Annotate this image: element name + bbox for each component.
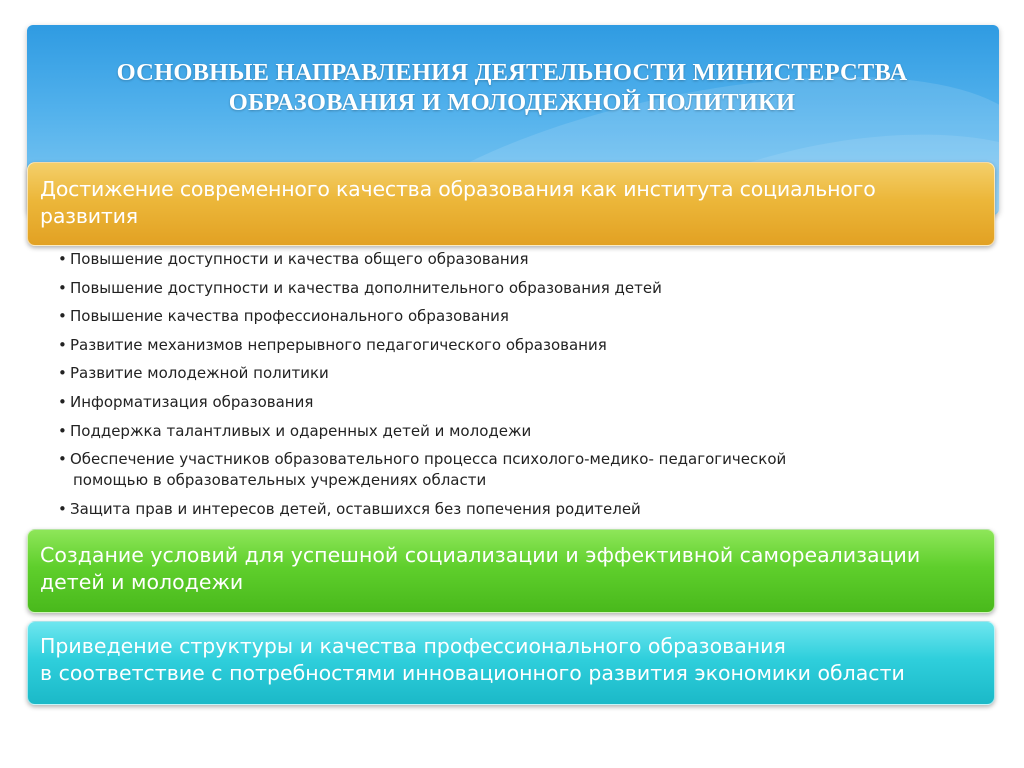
list-item (58, 421, 978, 442)
bullet-marker: • (58, 499, 67, 518)
list-item-text: Поддержка талантливых и одаренных детей и молодежи (70, 421, 532, 440)
section-band-line: развития (40, 204, 138, 228)
bullet-marker: • (58, 364, 67, 383)
list-item (58, 306, 978, 327)
bullet-marker: • (58, 250, 67, 268)
list-item-text: Защита прав и интересов детей, оставшихся без попечения родителей (70, 499, 641, 518)
slide-title-line: ОБРАЗОВАНИЯ И МОЛОДЕЖНОЙ ПОЛИТИКИ (228, 89, 796, 116)
slide-title-line: ОСНОВНЫЕ НАПРАВЛЕНИЯ ДЕЯТЕЛЬНОСТИ МИНИСТЕРСТВА (116, 59, 908, 86)
list-item (58, 392, 978, 413)
section-band-line: Приведение структуры и качества профессионального образования (40, 634, 786, 658)
list-item-text: Обеспечение участников образовательного процесса психолого-медико- педагогической (70, 450, 787, 469)
section-band-education-quality (27, 162, 995, 246)
list-item-text: Повышение доступности и качества общего образования (70, 250, 529, 268)
list-item-text: Повышение качества профессионального образования (70, 307, 509, 326)
bullet-marker: • (58, 335, 67, 354)
bullet-marker: • (58, 278, 67, 297)
section-band-line: Создание условий для успешной социализации и эффективной самореализации (40, 543, 921, 567)
list-item-text: Информатизация образования (70, 392, 314, 411)
section-band-professional-education (27, 621, 995, 705)
list-item-text-continuation: помощью в образовательных учреждениях области (73, 471, 487, 490)
bullet-marker: • (58, 450, 67, 469)
list-item (58, 335, 978, 356)
bullet-marker: • (58, 421, 67, 440)
section-band-line: детей и молодежи (40, 570, 244, 594)
list-item (58, 499, 978, 520)
bullet-marker: • (58, 307, 67, 326)
bullet-list (58, 249, 978, 527)
slide-title (0, 58, 1024, 118)
bullet-marker: • (58, 392, 67, 411)
list-item (58, 249, 978, 270)
list-item (58, 278, 978, 299)
list-item (58, 449, 978, 491)
section-band-line: Достижение современного качества образования как института социального (40, 177, 876, 201)
section-band-line: в соответствие с потребностями инновационного развития экономики области (40, 661, 905, 685)
list-item-text: Развитие механизмов непрерывного педагогического образования (70, 335, 607, 354)
list-item (58, 363, 978, 384)
section-band-socialization (27, 529, 995, 613)
list-item-text: Развитие молодежной политики (70, 364, 329, 383)
list-item-text: Повышение доступности и качества дополнительного образования детей (70, 278, 662, 297)
